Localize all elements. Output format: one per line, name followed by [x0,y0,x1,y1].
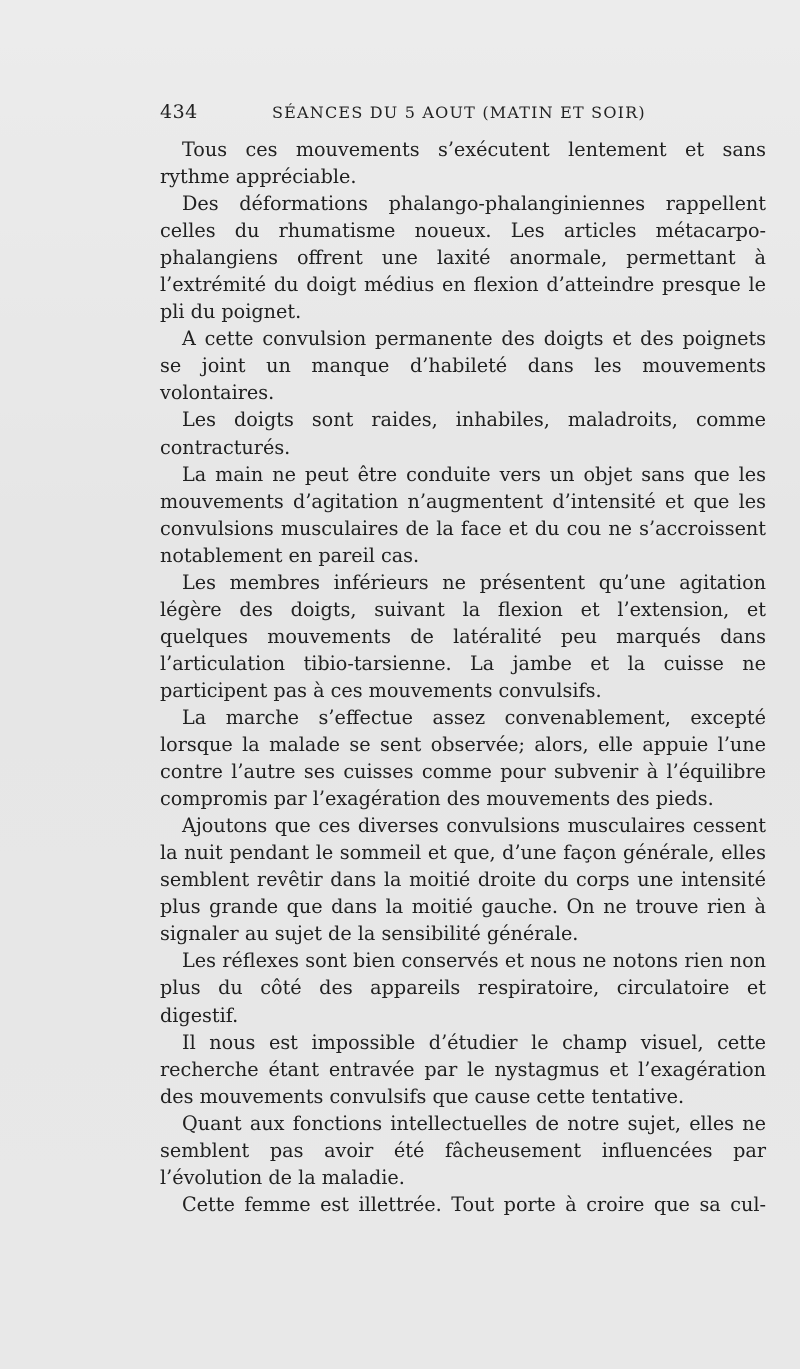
paragraph: La main ne peut être conduite vers un objet sans que les mouvements d’agitation n’augmentent d’intensité et que les convulsions musculaires de la face et du cou ne s’accroissent notablement en pareil cas. [160,462,766,567]
paragraph: Cette femme est illettrée. Tout porte à croire que sa cul- [182,1192,766,1216]
running-head: SÉANCES DU 5 AOUT (MATIN ET SOIR) [272,103,646,122]
paragraph: Il nous est impossible d’étudier le champ visuel, cette recherche étant entravée par le nystagmus et l’exagération des mouvements convulsifs que cause cette tentative. [160,1030,766,1108]
paragraph: Des déformations phalango-phalanginiennes rappellent celles du rhumatisme noueux. Les articles métacarpo-phalangiens offrent une laxité anormale, permettant à l’extrémité du doigt médius en flexion d’atteindre presque le pli du poignet. [160,192,766,324]
paragraph: La marche s’effectue assez convenablement, excepté lorsque la malade se sent observée; alors, elle appuie l’une contre l’autre ses cuisses comme pour subvenir à l’équilibre compromis par l’exagération des mouvements des pieds. [160,705,766,811]
paragraph: A cette convulsion permanente des doigts et des poignets se joint un manque d’habileté dans les mouvements volontaires. [160,327,766,405]
paragraph: Quant aux fonctions intellectuelles de notre sujet, elles ne semblent pas avoir été fâcheusement influencées par l’évolution de la maladie. [160,1111,766,1189]
body-text [160,136,766,1218]
page-number: 434 [160,101,198,123]
paragraph: Les doigts sont raides, inhabiles, maladroits, comme contracturés. [160,408,766,459]
paragraph: Les réflexes sont bien conservés et nous ne notons rien non plus du côté des appareils respiratoire, circulatoire et digestif. [160,949,766,1027]
page-header [160,101,764,131]
paragraph: Les membres inférieurs ne présentent qu’une agitation légère des doigts, suivant la flexion et l’extension, et quelques mouvements de latéralité peu marqués dans l’articulation tibio-tarsienne. La jambe et la cuisse ne participent pas à ces mouvements convulsifs. [160,570,766,702]
paragraph: Tous ces mouvements s’exécutent lentement et sans rythme appréciable. [160,138,766,189]
paragraph: Ajoutons que ces diverses convulsions musculaires cessent la nuit pendant le sommeil et que, d’une façon générale, elles semblent revêtir dans la moitié droite du corps une intensité plus grande que dans la moitié gauche. On ne trouve rien à signaler au sujet de la sensibilité générale. [160,814,766,946]
